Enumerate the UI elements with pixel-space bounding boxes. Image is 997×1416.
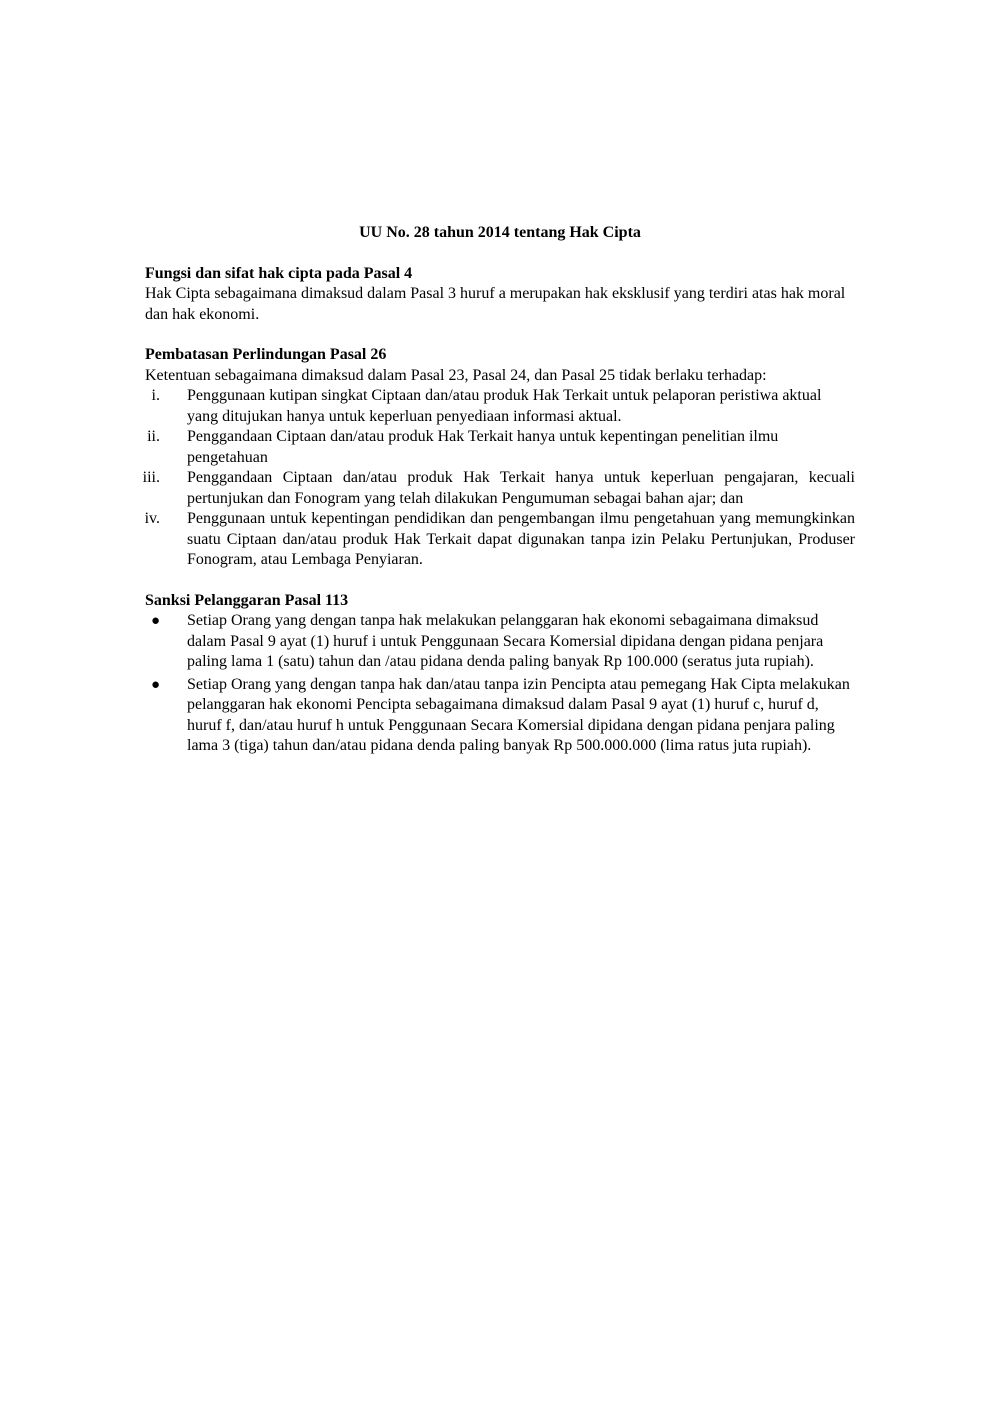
list-item: [145, 675, 855, 757]
list-item-text: Penggunaan untuk kepentingan pendidikan dan pengembangan ilmu pengetahuan yang memungkinkan suatu Ciptaan dan/atau produk Hak Terkait dapat digunakan tanpa izin Pelaku Pertunjukan, Produser Fonogram, atau Lembaga Penyiaran.: [187, 510, 855, 568]
list-item: [145, 386, 855, 427]
list-item: [142, 468, 855, 509]
section-pembatasan: [142, 345, 855, 571]
list-number: iii.: [142, 469, 160, 486]
list-item: [145, 509, 855, 571]
list-item-text: Setiap Orang yang dengan tanpa hak melakukan pelanggaran hak ekonomi sebagaimana dimaksud dalam Pasal 9 ayat (1) huruf i untuk Penggunaan Secara Komersial dipidana dengan pidana penjara paling lama 1 (satu) tahun dan /atau pidana denda paling banyak Rp 100.000 (seratus juta rupiah).: [187, 612, 824, 670]
document-title: UU No. 28 tahun 2014 tentang Hak Cipta: [359, 224, 641, 241]
bullet-icon: ●: [151, 613, 161, 629]
section-fungsi-sifat: [145, 264, 855, 326]
document-content: [142, 223, 855, 777]
section-heading: Sanksi Pelanggaran Pasal 113: [145, 591, 349, 609]
bullet-list: [145, 611, 855, 757]
bullet-icon: ●: [151, 676, 161, 693]
section-paragraph: Hak Cipta sebagaimana dimaksud dalam Pasal 3 huruf a merupakan hak eksklusif yang terdiri atas hak moral dan hak ekonomi.: [145, 285, 846, 323]
list-item: [145, 427, 855, 468]
list-number: i.: [151, 387, 160, 404]
list-number: ii.: [147, 428, 160, 445]
list-item-text: Penggandaan Ciptaan dan/atau produk Hak Terkait hanya untuk keperluan pengajaran, kecuali pertunjukan dan Fonogram yang telah dilakukan Pengumuman sebagai bahan ajar; dan: [187, 469, 855, 507]
section-sanksi: [145, 591, 855, 757]
section-intro: Ketentuan sebagaimana dimaksud dalam Pasal 23, Pasal 24, dan Pasal 25 tidak berlaku terhadap:: [145, 366, 767, 384]
numbered-list: [142, 386, 855, 571]
list-item-text: Penggunaan kutipan singkat Ciptaan dan/atau produk Hak Terkait untuk pelaporan peristiwa aktual yang ditujukan hanya untuk keperluan penyediaan informasi aktual.: [187, 387, 822, 425]
list-number: iv.: [144, 510, 160, 527]
list-item: [145, 611, 855, 673]
list-item-text: Penggandaan Ciptaan dan/atau produk Hak Terkait hanya untuk kepentingan penelitian ilmu pengetahuan: [187, 428, 779, 466]
section-heading: Fungsi dan sifat hak cipta pada Pasal 4: [145, 264, 413, 282]
list-item-text: Setiap Orang yang dengan tanpa hak dan/atau tanpa izin Pencipta atau pemegang Hak Cipta melakukan pelanggaran hak ekonomi Pencipta sebagaimana dimaksud dalam Pasal 9 ayat (1) huruf c, huruf d, huruf f, dan/atau huruf h untuk Penggunaan Secara Komersial dipidana dengan pidana penjara paling lama 3 (tiga) tahun dan/atau pidana denda paling banyak Rp 500.000.000 (lima ratus juta rupiah).: [187, 675, 850, 754]
section-heading: Pembatasan Perlindungan Pasal 26: [145, 346, 387, 363]
